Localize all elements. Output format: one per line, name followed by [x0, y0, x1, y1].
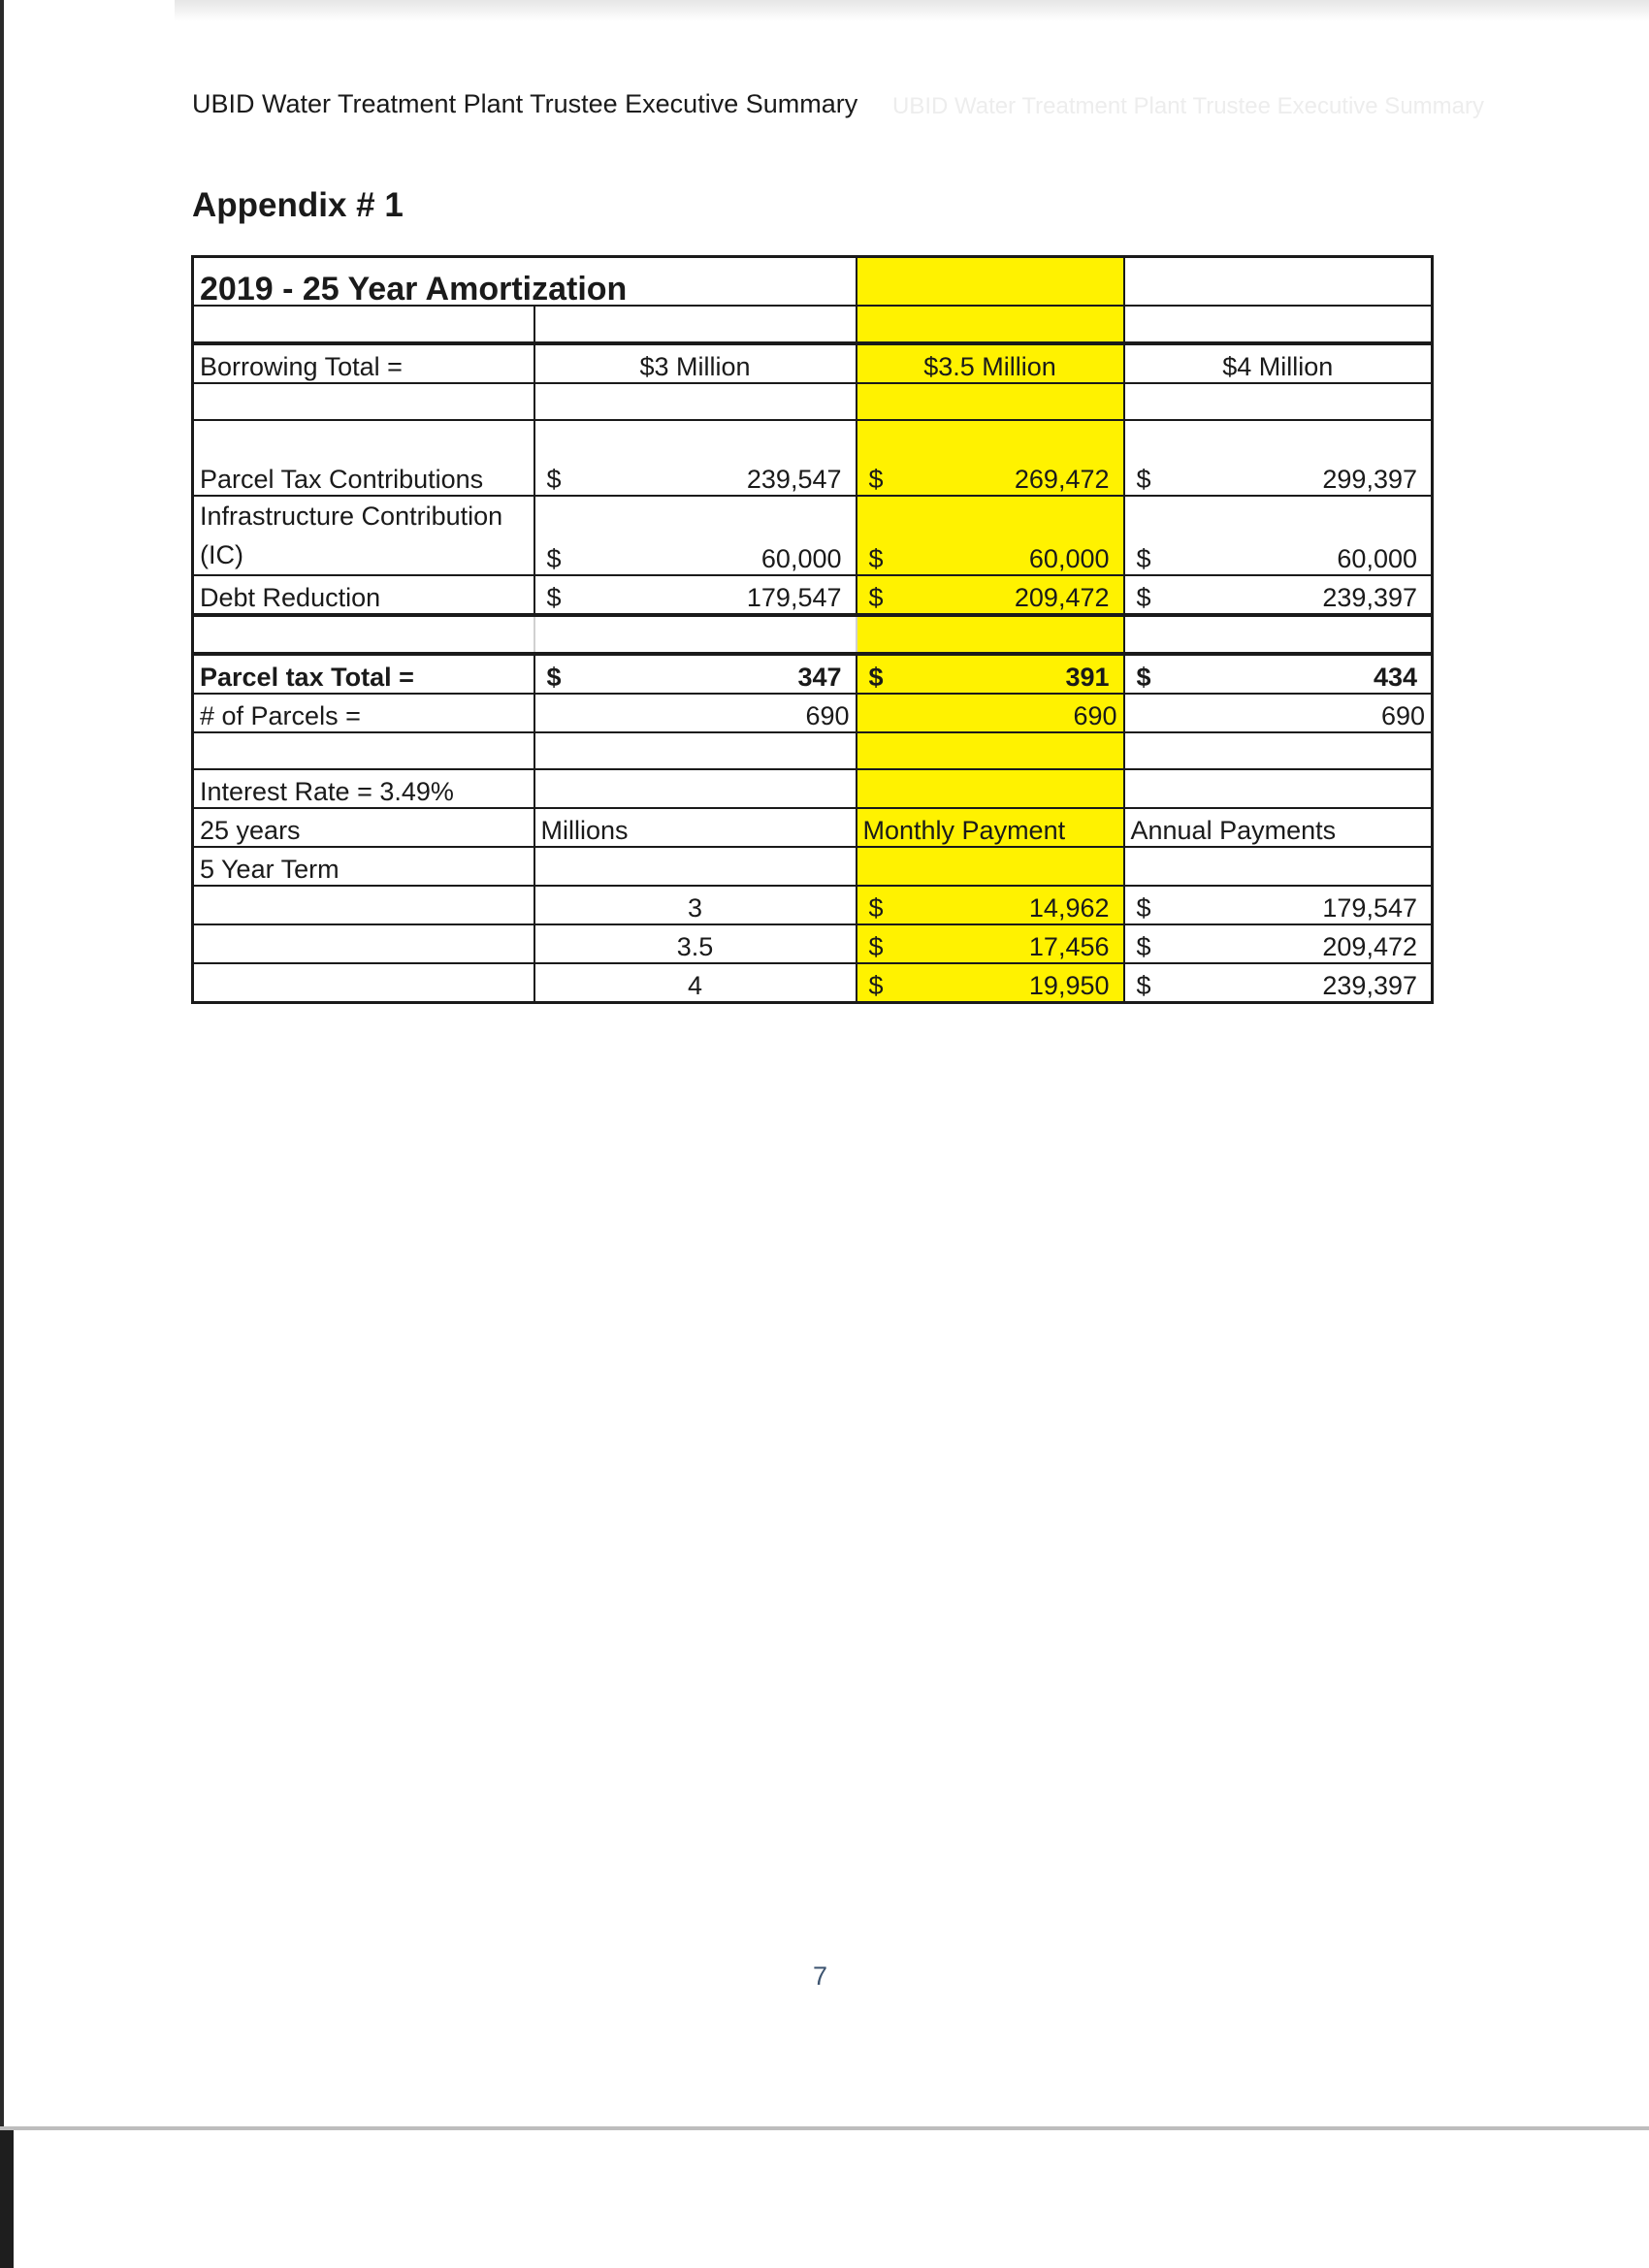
row-label: Parcel Tax Contributions — [193, 420, 534, 496]
currency-cell: $ 19,950 — [857, 963, 1124, 1003]
payment-row — [193, 963, 1433, 1003]
millions-value: 3.5 — [534, 924, 857, 963]
currency-cell: $ 239,547 — [534, 420, 857, 496]
debt-reduction-row — [193, 575, 1433, 615]
term-label: 5 Year Term — [193, 847, 534, 886]
scan-bottom-bar — [0, 2130, 14, 2268]
currency-cell: $ 60,000 — [857, 496, 1124, 575]
years-label: 25 years — [193, 808, 534, 847]
page-number: 7 — [813, 1961, 828, 1991]
row-label: Infrastructure Contribution (IC) — [193, 496, 534, 575]
currency-cell: $ 209,472 — [857, 575, 1124, 615]
table-cell — [534, 769, 857, 808]
borrowing-label: Borrowing Total = — [193, 343, 534, 383]
table-cell: 690 — [534, 694, 857, 732]
currency-cell: $ 299,397 — [1124, 420, 1433, 496]
column-header-3m: $3 Million — [534, 343, 857, 383]
table-cell — [193, 886, 534, 924]
currency-cell: $ 17,456 — [857, 924, 1124, 963]
table-title: 2019 - 25 Year Amortization — [193, 257, 857, 307]
parcel-tax-total-row — [193, 654, 1433, 694]
currency-cell: $ 179,547 — [534, 575, 857, 615]
scan-shade — [175, 0, 1649, 21]
currency-cell: $ 209,472 — [1124, 924, 1433, 963]
table-cell — [1124, 257, 1433, 307]
table-title-row — [193, 257, 1433, 307]
parcel-tax-contributions-row — [193, 420, 1433, 496]
borrowing-total-row — [193, 343, 1433, 383]
currency-cell: $ 60,000 — [1124, 496, 1433, 575]
millions-header: Millions — [534, 808, 857, 847]
currency-cell: $ 239,397 — [1124, 575, 1433, 615]
table-cell — [193, 924, 534, 963]
payment-header-row — [193, 808, 1433, 847]
spacer-row — [193, 732, 1433, 769]
currency-cell: $ 269,472 — [857, 420, 1124, 496]
page-bottom-edge — [0, 2126, 1649, 2130]
document-header: UBID Water Treatment Plant Trustee Executive Summary — [192, 89, 858, 118]
millions-value: 3 — [534, 886, 857, 924]
spacer-row — [193, 615, 1433, 654]
payment-row — [193, 924, 1433, 963]
monthly-payment-header: Monthly Payment — [857, 808, 1124, 847]
row-label: Debt Reduction — [193, 575, 534, 615]
annual-payments-header: Annual Payments — [1124, 808, 1433, 847]
column-header-4m: $4 Million — [1124, 343, 1433, 383]
table-cell: 690 — [857, 694, 1124, 732]
row-label: # of Parcels = — [193, 694, 534, 732]
table-cell — [857, 257, 1124, 307]
bleed-through-header: UBID Water Treatment Plant Trustee Executive Summary — [892, 93, 1484, 119]
table-cell — [1124, 769, 1433, 808]
currency-cell: $ 239,397 — [1124, 963, 1433, 1003]
term-row — [193, 847, 1433, 886]
amortization-table — [191, 255, 1434, 1004]
currency-cell: $ 347 — [534, 654, 857, 694]
num-parcels-row — [193, 694, 1433, 732]
interest-rate-label: Interest Rate = 3.49% — [193, 769, 534, 808]
appendix-title: Appendix # 1 — [192, 186, 404, 224]
table-cell — [1124, 847, 1433, 886]
table-cell: 690 — [1124, 694, 1433, 732]
table-cell — [193, 963, 534, 1003]
interest-rate-row — [193, 769, 1433, 808]
column-header-3-5m: $3.5 Million — [857, 343, 1124, 383]
table-cell — [857, 847, 1124, 886]
currency-cell: $ 391 — [857, 654, 1124, 694]
table-cell — [857, 769, 1124, 808]
infrastructure-contribution-row — [193, 496, 1433, 575]
currency-cell: $ 14,962 — [857, 886, 1124, 924]
spacer-row — [193, 306, 1433, 343]
currency-cell: $ 179,547 — [1124, 886, 1433, 924]
millions-value: 4 — [534, 963, 857, 1003]
row-label: Parcel tax Total = — [193, 654, 534, 694]
payment-row — [193, 886, 1433, 924]
table-cell — [534, 847, 857, 886]
spacer-row — [193, 383, 1433, 420]
currency-cell: $ 60,000 — [534, 496, 857, 575]
currency-cell: $ 434 — [1124, 654, 1433, 694]
scan-edge — [0, 0, 4, 2268]
